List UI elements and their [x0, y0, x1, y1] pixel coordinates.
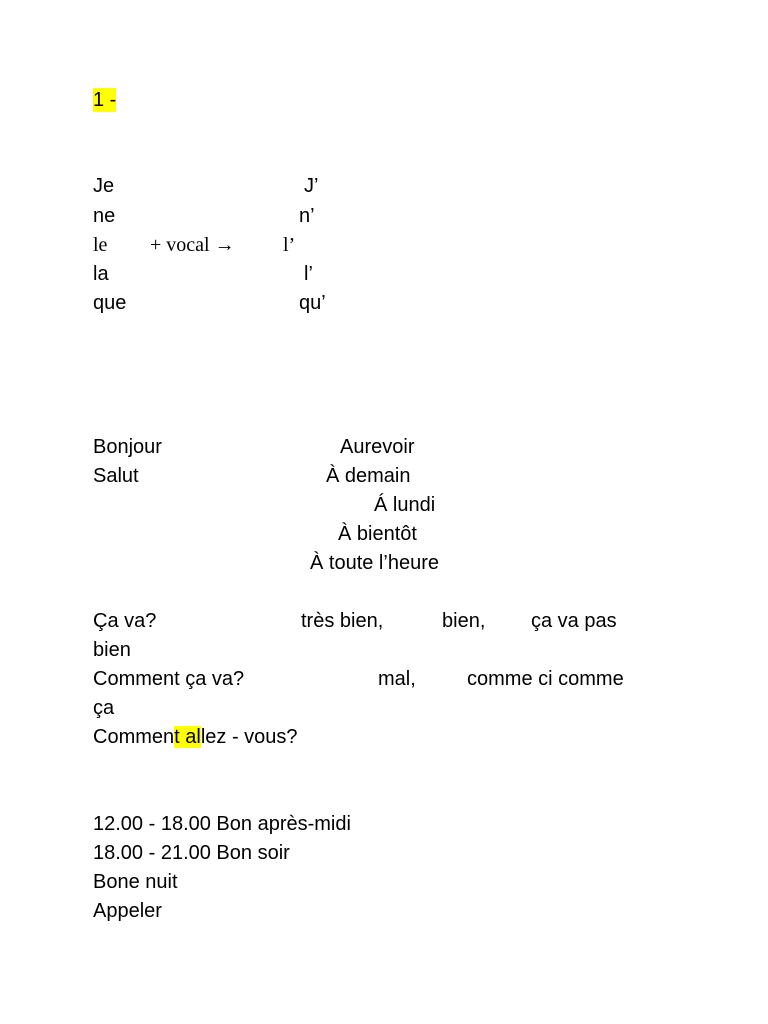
- farewell-a-bientot: À bientôt: [338, 523, 417, 545]
- question-ca-va: Ça va?: [93, 610, 157, 632]
- elision-result-j: J’: [304, 175, 319, 197]
- elision-rule-vowel: + vocal →: [150, 234, 235, 256]
- question-comment-allez-part1: Commen: [93, 726, 175, 748]
- elision-word-je: Je: [93, 175, 115, 197]
- answer-comme-ca-wrap: ça: [93, 697, 115, 719]
- farewell-a-toute-lheure: À toute l’heure: [310, 552, 439, 574]
- farewell-a-demain: À demain: [326, 465, 411, 487]
- answer-tres-bien: très bien,: [301, 610, 384, 632]
- section-number-highlight: 1 -: [93, 89, 117, 111]
- greeting-bonjour: Bonjour: [93, 436, 162, 458]
- answer-ca-va-pas: ça va pas: [531, 610, 617, 632]
- answer-ca-va-pas-bien-wrap: bien: [93, 639, 131, 661]
- time-afternoon: 12.00 - 18.00 Bon après-midi: [93, 813, 351, 835]
- elision-result-qu: qu’: [299, 292, 326, 314]
- elision-word-la: la: [93, 263, 109, 285]
- question-comment-allez-vous: [93, 725, 298, 749]
- elision-word-ne: ne: [93, 205, 116, 227]
- time-night: Bone nuit: [93, 871, 178, 893]
- question-comment-allez-highlight: t al: [174, 726, 201, 748]
- word-appeler: Appeler: [93, 900, 162, 922]
- answer-mal: mal,: [378, 668, 416, 690]
- elision-result-n: n’: [299, 205, 315, 227]
- question-comment-allez-part2: lez - vous?: [200, 726, 298, 748]
- question-comment-ca-va: Comment ça va?: [93, 668, 245, 690]
- elision-word-que: que: [93, 292, 127, 314]
- farewell-aurevoir: Aurevoir: [340, 436, 415, 458]
- answer-comme-ci: comme ci comme: [467, 668, 624, 690]
- answer-bien: bien,: [442, 610, 486, 632]
- time-evening: 18.00 - 21.00 Bon soir: [93, 842, 290, 864]
- elision-result-l-le: l’: [283, 234, 296, 256]
- elision-word-le: le: [93, 234, 108, 256]
- farewell-a-lundi: Á lundi: [374, 494, 436, 516]
- elision-result-l-la: l’: [304, 263, 313, 285]
- greeting-salut: Salut: [93, 465, 139, 487]
